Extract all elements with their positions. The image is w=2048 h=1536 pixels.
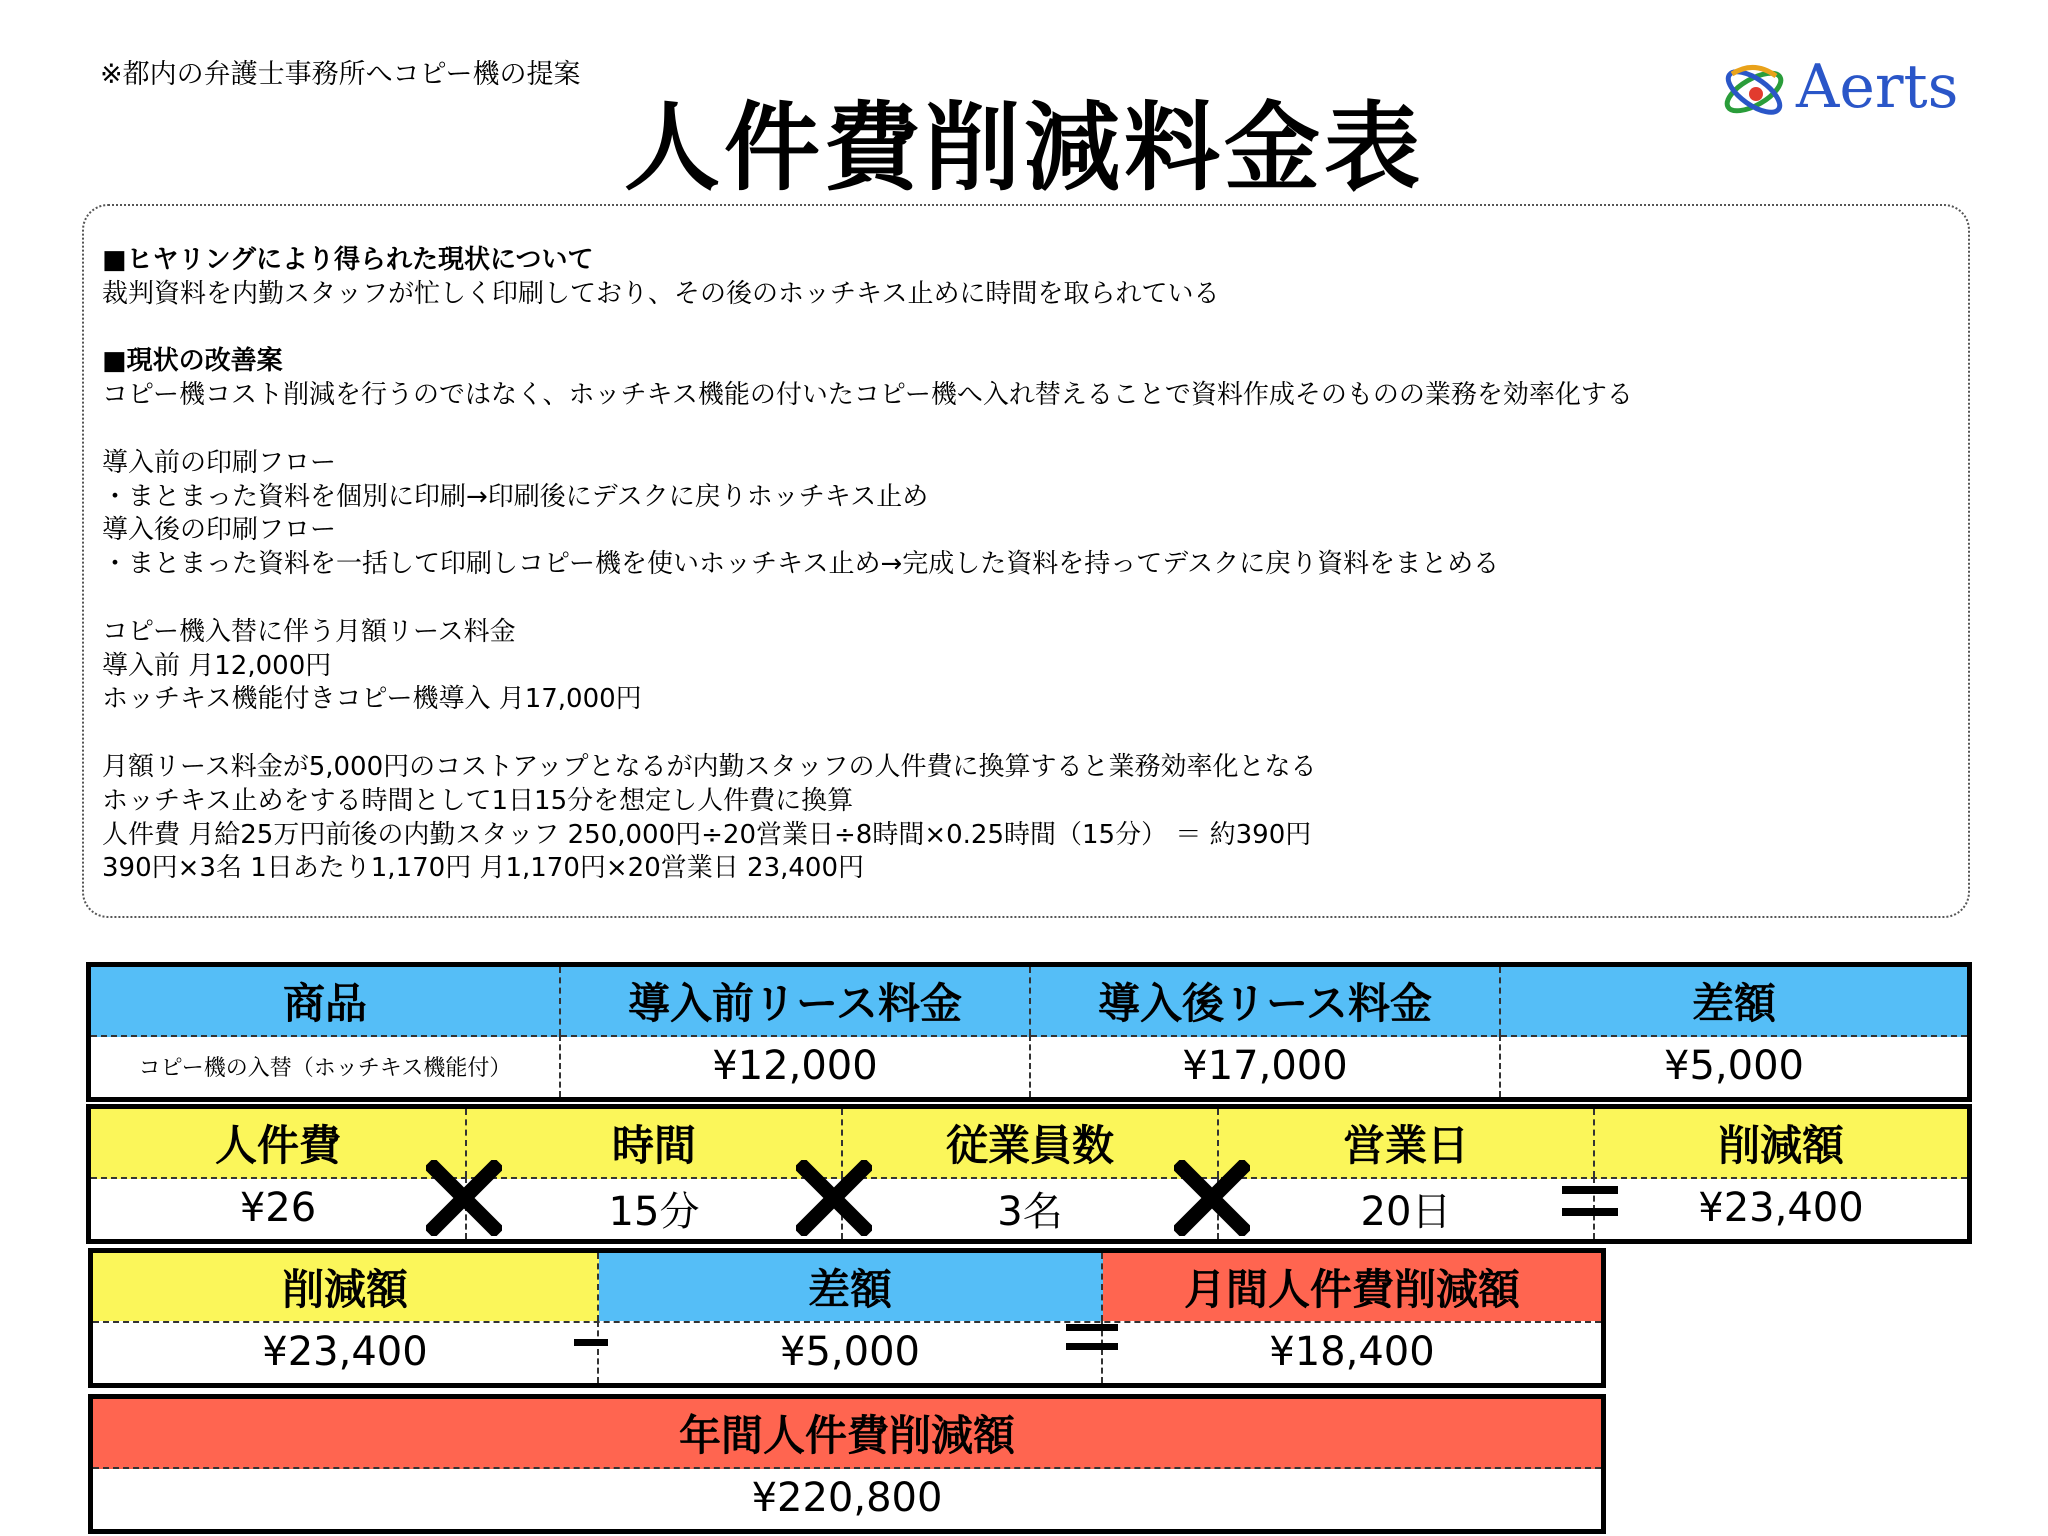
lease-after: ホッチキス機能付きコピー機導入 月17,000円 <box>102 684 642 715</box>
lease-header-after: 導入後リース料金 <box>1031 967 1501 1035</box>
calc-line-4: 390円×3名 1日あたり1,170円 月1,170円×20営業日 23,400円 <box>102 853 864 884</box>
lease-before: 導入前 月12,000円 <box>102 650 332 681</box>
lease-header-row <box>91 967 1967 1037</box>
calc-line-2: ホッチキス止めをする時間として1日15分を想定し人件費に換算 <box>102 785 854 816</box>
labor-header-saving: 削減額 <box>1717 1121 1844 1170</box>
labor-value-time: 15分 <box>467 1177 843 1239</box>
flow-after-label: 導入後の印刷フロー <box>102 515 337 546</box>
labor-value-staff: 3名 <box>843 1177 1219 1239</box>
labor-header-cost: 人件費 <box>91 1109 467 1177</box>
equals-icon <box>1560 1184 1620 1218</box>
monthly-value-row <box>93 1321 1601 1383</box>
flow-after-text: ・まとまった資料を一括して印刷しコピー機を使いホッチキス止め→完成した資料を持ってデスクに戻り資料をまとめる <box>102 549 1500 580</box>
labor-value-saving: ¥23,400 <box>1698 1185 1864 1231</box>
monthly-header-result: 月間人件費削減額 <box>1103 1253 1601 1321</box>
lease-value-after: ¥17,000 <box>1031 1035 1501 1097</box>
section1-text: 裁判資料を内勤スタッフが忙しく印刷しており、その後のホッチキス止めに時間を取られている <box>102 278 1220 309</box>
section2-text: コピー機コスト削減を行うのではなく、ホッチキス機能の付いたコピー機へ入れ替えることで資料作成そのものの業務を効率化する <box>102 380 1633 411</box>
monthly-value-result: ¥18,400 <box>1269 1329 1435 1375</box>
lease-table <box>86 962 1972 1102</box>
lease-header-before: 導入前リース料金 <box>561 967 1031 1035</box>
labor-header-time: 時間 <box>467 1109 843 1177</box>
labor-header-row <box>91 1109 1967 1179</box>
logo-text: Aerts <box>1796 52 1959 122</box>
labor-header-days: 営業日 <box>1219 1109 1595 1177</box>
annual-value: ¥220,800 <box>751 1475 943 1521</box>
minus-icon <box>574 1338 608 1348</box>
flow-before-label: 導入前の印刷フロー <box>102 447 337 478</box>
labor-value-cost: ¥26 <box>91 1177 467 1239</box>
proposal-note: ※都内の弁護士事務所へコピー機の提案 <box>100 59 581 90</box>
atom-logo-icon <box>1718 54 1792 124</box>
lease-value-product: コピー機の入替（ホッチキス機能付） <box>91 1035 561 1097</box>
annual-header-row <box>93 1399 1601 1469</box>
multiply-icon <box>426 1160 502 1236</box>
calc-line-1: 月額リース料金が5,000円のコストアップとなるが内勤スタッフの人件費に換算すると業務効率化となる <box>102 751 1317 782</box>
lease-value-before: ¥12,000 <box>561 1035 1031 1097</box>
flow-before-text: ・まとまった資料を個別に印刷→印刷後にデスクに戻りホッチキス止め <box>102 481 929 512</box>
calc-line-3: 人件費 月給25万円前後の内勤スタッフ 250,000円÷20営業日÷8時間×0.25時間（15分） ＝ 約390円 <box>102 819 1312 850</box>
lease-header-product: 商品 <box>91 967 561 1035</box>
aerts-logo <box>1718 52 1964 122</box>
page-title: 人件費削減料金表 <box>624 92 1424 204</box>
annual-header: 年間人件費削減額 <box>678 1411 1015 1460</box>
monthly-header-diff: 差額 <box>599 1253 1103 1321</box>
lease-value-row <box>91 1035 1967 1097</box>
monthly-header-row <box>93 1253 1601 1323</box>
multiply-icon <box>796 1160 872 1236</box>
info-panel <box>82 204 1970 918</box>
labor-header-staff: 従業員数 <box>843 1109 1219 1177</box>
lease-heading: コピー機入替に伴う月額リース料金 <box>102 616 516 647</box>
labor-value-days: 20日 <box>1219 1177 1595 1239</box>
annual-value-row <box>93 1467 1601 1529</box>
section2-heading: ■現状の改善案 <box>102 346 283 377</box>
section1-heading: ■ヒヤリングにより得られた現状について <box>102 245 594 275</box>
monthly-header-saving: 削減額 <box>93 1253 599 1321</box>
lease-value-diff: ¥5,000 <box>1664 1043 1804 1089</box>
equals-icon <box>1064 1322 1120 1352</box>
monthly-table <box>88 1248 1606 1388</box>
multiply-icon <box>1174 1160 1250 1236</box>
labor-table <box>86 1104 1972 1244</box>
labor-value-row <box>91 1177 1967 1239</box>
monthly-value-saving: ¥23,400 <box>93 1321 599 1383</box>
monthly-value-diff: ¥5,000 <box>599 1321 1103 1383</box>
annual-table <box>88 1394 1606 1534</box>
lease-header-diff: 差額 <box>1691 979 1776 1028</box>
